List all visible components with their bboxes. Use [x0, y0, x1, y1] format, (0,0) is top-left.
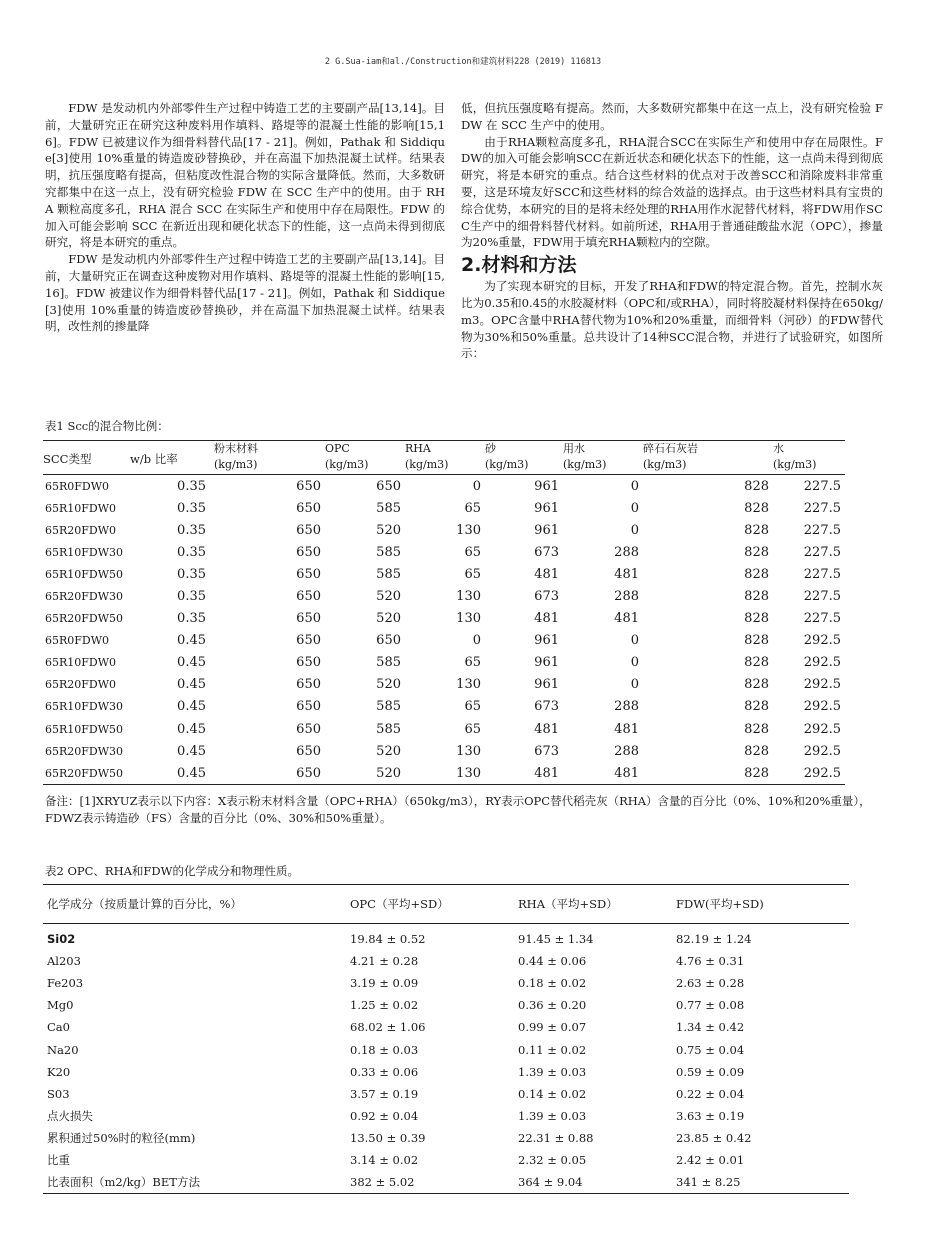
t2-cell: 91.45 ± 1.34 [518, 932, 594, 947]
t1-cell: 650 [376, 478, 401, 494]
table2-row [43, 972, 849, 994]
table2-row [43, 1105, 849, 1127]
t1-cell: 481 [614, 721, 639, 737]
t1-cell: 292.5 [803, 655, 841, 671]
t2-cell: Al203 [47, 954, 81, 969]
t2-cell: 比表面积（m2/kg）BET方法 [43, 1171, 346, 1194]
t1-cell: 650 [296, 699, 321, 715]
t1-cell: 650 [296, 500, 321, 516]
t1-cell: 828 [744, 699, 769, 715]
t1-h8-l1: 水 [773, 441, 845, 458]
t1-cell: 650 [296, 478, 321, 494]
t2-h1: OPC（平均+SD） [346, 885, 514, 924]
t2-cell: K20 [47, 1064, 71, 1079]
t1-cell: 0.35 [177, 566, 206, 582]
t2-cell: 0.18 ± 0.03 [350, 1042, 419, 1057]
t1-cell: 65R20FDW30 [45, 590, 124, 604]
t1-cell: 292.5 [803, 677, 841, 693]
t1-cell: 227.5 [803, 522, 841, 538]
t1-cell: 828 [744, 589, 769, 605]
left-column [45, 100, 445, 335]
t1-h2-l2: (kg/m3) [210, 457, 325, 475]
t1-cell: 520 [376, 743, 401, 759]
t1-cell: 673 [534, 743, 559, 759]
t1-cell: 130 [456, 677, 481, 693]
t1-cell: 0.45 [177, 699, 206, 715]
t2-cell: Mg0 [47, 998, 74, 1013]
table2-row [43, 1038, 849, 1060]
t1-cell: 828 [744, 721, 769, 737]
t1-cell: 828 [744, 522, 769, 538]
t1-cell: 130 [456, 522, 481, 538]
t1-cell: 292.5 [803, 743, 841, 759]
t1-cell: 650 [296, 611, 321, 627]
t2-cell: 22.31 ± 0.88 [518, 1130, 594, 1145]
t1-cell: 520 [325, 762, 405, 785]
t1-cell: 481 [563, 762, 643, 785]
t1-cell: 65R20FDW0 [45, 523, 117, 537]
t1-cell: 65R20FDW50 [43, 762, 130, 785]
t2-cell: 1.25 ± 0.02 [350, 998, 419, 1013]
t1-h7-l1: 碎石石灰岩 [643, 441, 773, 458]
t1-cell: 130 [456, 611, 481, 627]
right-paragraph-1: 低，但抗压强度略有提高。然而，大多数研究都集中在这一点上，没有研究检验 FDW 在 SCC 生产中的使用。 [461, 101, 883, 132]
t1-cell: 65 [464, 721, 481, 737]
t2-cell: 382 ± 5.02 [346, 1171, 514, 1194]
table1-header-row-2 [43, 457, 845, 475]
t1-cell: 585 [376, 699, 401, 715]
t1-cell: 481 [534, 611, 559, 627]
t1-cell: 0.35 [177, 544, 206, 560]
chemical-composition-table [43, 884, 849, 1194]
t1-cell: 650 [296, 589, 321, 605]
table2-row [43, 1127, 849, 1149]
t1-cell: 288 [614, 589, 639, 605]
table1-row [43, 497, 845, 519]
t2-h2: RHA（平均+SD） [514, 885, 672, 924]
table1-row [43, 475, 845, 498]
t1-cell: 0.35 [177, 611, 206, 627]
t1-cell: 130 [405, 762, 485, 785]
t1-cell: 65 [464, 500, 481, 516]
running-header: 2 G.Sua-iam和al./Construction和建筑材料228 (2019) 116813 [324, 57, 602, 67]
left-paragraph-2: FDW 是发动机内外部零件生产过程中铸造工艺的主要副产品[13,14]。目前，大量研究正在调查这种废物对用作填料、路堤等的混凝土性能的影响[15,16]。FDW 被建议作为细骨料替代品[17 - 21]。例如，Pathak 和 Siddique[3]使用 10%重量的铸造废砂替换砂，并在高温下加热混凝土试样。结果表明，改性剂的掺量降 [45, 252, 445, 334]
t1-cell: 65R20FDW50 [45, 612, 124, 626]
t1-cell: 65 [464, 699, 481, 715]
t1-cell: 585 [376, 566, 401, 582]
t1-cell: 481 [614, 566, 639, 582]
t1-cell: 481 [614, 611, 639, 627]
t1-cell: 0 [630, 522, 639, 538]
t1-cell: 65 [464, 655, 481, 671]
t1-cell: 585 [376, 544, 401, 560]
t1-cell: 650 [376, 633, 401, 649]
t2-cell: 点火损失 [47, 1108, 93, 1123]
t1-cell: 0.45 [177, 721, 206, 737]
t1-cell: 0.35 [177, 522, 206, 538]
t1-cell: 481 [534, 721, 559, 737]
t1-h6-l1: 用水 [563, 441, 643, 458]
t1-cell: 227.5 [803, 544, 841, 560]
table1-row [43, 630, 845, 652]
t1-cell: 650 [296, 721, 321, 737]
t1-cell: 0 [630, 478, 639, 494]
t2-cell: 0.77 ± 0.08 [676, 998, 745, 1013]
t1-cell: 650 [296, 566, 321, 582]
t1-cell: 673 [534, 589, 559, 605]
table1-row [43, 696, 845, 718]
t2-cell: 3.57 ± 0.19 [350, 1086, 419, 1101]
t1-cell: 227.5 [803, 589, 841, 605]
section-paragraph: 为了实现本研究的目标，开发了RHA和FDW的特定混合物。首先，控制水灰比为0.35和0.45的水胶凝材料（OPC和/或RHA），同时将胶凝材料保持在650kg/m3。OPC含量中RHA替代物为10%和20%重量，而细骨料（河砂）的FDW替代物为30%和50%重量。总共设计了14种SCC混合物，并进行了试验研究，如图所示： [461, 279, 883, 361]
table2-row [43, 950, 849, 972]
t1-cell: 227.5 [803, 611, 841, 627]
t1-h1-l2: w/b 比率 [130, 451, 210, 469]
t2-cell: 364 ± 9.04 [514, 1171, 672, 1194]
t2-cell: 0.14 ± 0.02 [518, 1086, 587, 1101]
t1-cell: 0.35 [177, 478, 206, 494]
t2-cell: 0.75 ± 0.04 [676, 1042, 745, 1057]
section-title: 2.材料和方法 [461, 254, 577, 277]
t2-cell: 0.59 ± 0.09 [676, 1064, 745, 1079]
t1-cell: 288 [614, 743, 639, 759]
t2-cell: 82.19 ± 1.24 [676, 932, 752, 947]
t1-cell: 650 [296, 677, 321, 693]
t2-cell: 1.34 ± 0.42 [676, 1020, 745, 1035]
t1-cell: 0 [472, 478, 481, 494]
t1-cell: 673 [534, 699, 559, 715]
t1-cell: 0.45 [130, 762, 210, 785]
t2-cell: 341 ± 8.25 [672, 1171, 849, 1194]
t2-cell: 2.42 ± 0.01 [676, 1152, 745, 1167]
table1-row [43, 608, 845, 630]
t2-cell: 0.44 ± 0.06 [518, 954, 587, 969]
table1-note: 备注：[1]XRYUZ表示以下内容：X表示粉末材料含量（OPC+RHA）（650kg/m3），RY表示OPC替代稻壳灰（RHA）含量的百分比（0%、10%和20%重量），FDWZ表示铸造砂（FS）含量的百分比（0%、30%和50%重量）。 [45, 794, 871, 825]
t1-h4-l1: RHA [405, 441, 485, 458]
t1-h4-l2: (kg/m3) [405, 457, 485, 475]
t1-cell: 0.45 [177, 633, 206, 649]
t1-cell: 961 [534, 633, 559, 649]
t1-cell: 0 [630, 677, 639, 693]
t2-cell: 3.19 ± 0.09 [350, 976, 419, 991]
t1-cell: 65R10FDW0 [45, 501, 117, 515]
t1-cell: 65R20FDW30 [45, 744, 124, 758]
t1-cell: 130 [456, 743, 481, 759]
t1-cell: 520 [376, 611, 401, 627]
t1-cell: 520 [376, 677, 401, 693]
t1-cell: 961 [534, 500, 559, 516]
t1-cell: 65R10FDW50 [45, 567, 124, 581]
t1-cell: 650 [296, 655, 321, 671]
t1-cell: 828 [744, 633, 769, 649]
mix-proportions-table [43, 440, 845, 785]
t1-cell: 65R10FDW30 [45, 545, 124, 559]
t1-cell: 130 [456, 589, 481, 605]
t1-cell: 0 [630, 633, 639, 649]
t1-cell: 828 [744, 566, 769, 582]
t1-cell: 65R10FDW0 [45, 656, 117, 670]
t1-cell: 292.5 [803, 721, 841, 737]
table1-row [43, 762, 845, 785]
t2-cell: S03 [47, 1086, 70, 1101]
t1-cell: 0.45 [177, 677, 206, 693]
t1-cell: 65R0FDW0 [45, 479, 110, 493]
t1-h5-l1: 砂 [485, 441, 563, 458]
t1-cell: 0 [472, 633, 481, 649]
t1-cell: 0.35 [177, 500, 206, 516]
table2-row [43, 994, 849, 1016]
t1-cell: 0.45 [177, 743, 206, 759]
table1-row [43, 718, 845, 740]
t1-cell: 961 [534, 677, 559, 693]
t1-cell: 227.5 [803, 500, 841, 516]
t1-cell: 673 [534, 544, 559, 560]
t2-cell: 0.99 ± 0.07 [518, 1020, 587, 1035]
t2-cell: 1.39 ± 0.03 [518, 1064, 587, 1079]
table1-body [43, 475, 845, 785]
t2-cell: 0.22 ± 0.04 [676, 1086, 745, 1101]
t1-cell: 828 [744, 544, 769, 560]
t2-cell: Fe203 [47, 976, 84, 991]
t1-cell: 481 [534, 566, 559, 582]
t2-cell: 0.92 ± 0.04 [350, 1108, 419, 1123]
t2-cell: 3.63 ± 0.19 [676, 1108, 745, 1123]
t1-cell: 227.5 [803, 566, 841, 582]
t2-cell: 0.33 ± 0.06 [350, 1064, 419, 1079]
t1-cell: 828 [744, 611, 769, 627]
t1-cell: 227.5 [803, 478, 841, 494]
t1-cell: 65R10FDW50 [45, 722, 124, 736]
t2-cell: 2.32 ± 0.05 [518, 1152, 587, 1167]
t1-cell: 65R0FDW0 [45, 634, 110, 648]
t1-cell: 961 [534, 478, 559, 494]
t1-cell: 481 [485, 762, 563, 785]
t1-h7-l2: (kg/m3) [643, 457, 773, 475]
t2-h0: 化学成分（按质量计算的百分比，%） [43, 885, 346, 924]
t1-h3-l2: (kg/m3) [325, 457, 405, 475]
t2-cell: 0.36 ± 0.20 [518, 998, 587, 1013]
t2-cell: 68.02 ± 1.06 [350, 1020, 426, 1035]
table2-caption: 表2 OPC、RHA和FDW的化学成分和物理性质。 [45, 864, 299, 878]
t2-cell: 19.84 ± 0.52 [350, 932, 426, 947]
table1-row [43, 674, 845, 696]
t1-cell: 292.5 [773, 762, 845, 785]
t1-h6-l2: (kg/m3) [563, 457, 643, 475]
t1-cell: 65 [464, 566, 481, 582]
table2-row [43, 1016, 849, 1038]
t2-cell: 0.11 ± 0.02 [518, 1042, 587, 1057]
t1-h8-l2: (kg/m3) [773, 457, 845, 475]
t1-cell: 292.5 [803, 699, 841, 715]
table1-row [43, 585, 845, 607]
t1-cell: 585 [376, 655, 401, 671]
table1-row [43, 563, 845, 585]
right-column [461, 100, 883, 362]
t2-cell: 4.76 ± 0.31 [676, 954, 745, 969]
table2-row [43, 1149, 849, 1171]
t2-cell: 比重 [47, 1152, 70, 1167]
t1-cell: 828 [744, 677, 769, 693]
left-paragraph-1: FDW 是发动机内外部零件生产过程中铸造工艺的主要副产品[13,14]。目前，大量研究正在研究这种废料用作填料、路堤等的混凝土性能的影响[15,16]。FDW 已被建议作为细骨料替代品[17 - 21]。例如，Pathak 和 Siddique[3]使用 10%重量的铸造废砂替换砂，并在高温下加热混凝土试样。结果表明，抗压强度略有提高，但粘度改性混合物的实际含量降低。然而，大多数研究都集中在这一点上，没有研究检验 FDW 在 SCC 生产中的使用。由于 RHA 颗粒高度多孔，RHA 混合 SCC 在实际生产和使用中存在局限性。FDW 的加入可能会影响 SCC 在新近出现和硬化状态下的性能，这一点尚未得到彻底研究，将是本研究的重点。 [45, 101, 445, 250]
t2-h3: FDW(平均+SD) [672, 885, 849, 924]
t1-h0-l2: SCC类型 [43, 451, 130, 469]
table2-body [43, 924, 849, 1194]
right-paragraph-2: 由于RHA颗粒高度多孔，RHA混合SCC在实际生产和使用中存在局限性。FDW的加入可能会影响SCC在新近状态和硬化状态下的性能，这一点尚未得到彻底研究，将是本研究的重点。结合这些材料的优点对于改善SCC和消除废料非常重要，这是环境友好SCC和这些材料的综合效益的选择点。由于这些材料具有宝贵的综合优势，本研究的目的是将未经处理的RHA用作水泥替代材料，将FDW用作SCC生产中的细骨料替代材料。如前所述，RHA用于普通硅酸盐水泥（OPC），掺量为20%重量，FDW用于填充RHA颗粒内的空隙。 [461, 134, 883, 250]
t1-cell: 0 [630, 655, 639, 671]
t1-cell: 288 [614, 699, 639, 715]
t1-cell: 65 [464, 544, 481, 560]
t1-cell: 650 [210, 762, 325, 785]
t1-cell: 650 [296, 743, 321, 759]
t1-h5-l2: (kg/m3) [485, 457, 563, 475]
t1-cell: 961 [534, 655, 559, 671]
table1-caption: 表1 Scc的混合物比例： [45, 419, 169, 433]
t2-cell: 4.21 ± 0.28 [350, 954, 419, 969]
t1-cell: 650 [296, 544, 321, 560]
table2-row [43, 1083, 849, 1105]
t2-cell: 3.14 ± 0.02 [350, 1152, 419, 1167]
t1-cell: 0.45 [177, 655, 206, 671]
t1-cell: 650 [296, 633, 321, 649]
t1-cell: 0 [630, 500, 639, 516]
t1-h3-l1: OPC [325, 441, 405, 458]
t1-cell: 585 [376, 500, 401, 516]
t2-cell: 2.63 ± 0.28 [676, 976, 745, 991]
t1-cell: 650 [296, 522, 321, 538]
table1-row [43, 740, 845, 762]
t2-cell: 23.85 ± 0.42 [676, 1130, 752, 1145]
t1-cell: 828 [744, 655, 769, 671]
table2-row [43, 1171, 849, 1194]
table2-row [43, 924, 849, 951]
t2-cell: Ca0 [47, 1020, 70, 1035]
t2-cell: 累积通过50%时的粒径(mm) [47, 1130, 196, 1145]
t2-cell: 1.39 ± 0.03 [518, 1108, 587, 1123]
t2-cell: 13.50 ± 0.39 [350, 1130, 426, 1145]
t1-cell: 65R10FDW30 [45, 700, 124, 714]
t1-cell: 828 [643, 762, 773, 785]
table2-row [43, 1061, 849, 1083]
t1-cell: 288 [614, 544, 639, 560]
t1-cell: 65R20FDW0 [45, 678, 117, 692]
table2-header-row [43, 885, 849, 924]
t2-cell: Na20 [47, 1042, 79, 1057]
t1-cell: 828 [744, 743, 769, 759]
table1-row [43, 652, 845, 674]
t1-cell: 961 [534, 522, 559, 538]
t1-cell: 0.35 [177, 589, 206, 605]
table1-row [43, 541, 845, 563]
t1-h2-l1: 粉末材料 [210, 441, 325, 458]
t1-cell: 585 [376, 721, 401, 737]
t1-cell: 828 [744, 478, 769, 494]
t2-cell: 0.18 ± 0.02 [518, 976, 587, 991]
t2-cell: Si02 [47, 932, 76, 947]
t1-cell: 520 [376, 522, 401, 538]
t1-cell: 292.5 [803, 633, 841, 649]
t1-cell: 520 [376, 589, 401, 605]
table1-row [43, 519, 845, 541]
t1-cell: 828 [744, 500, 769, 516]
